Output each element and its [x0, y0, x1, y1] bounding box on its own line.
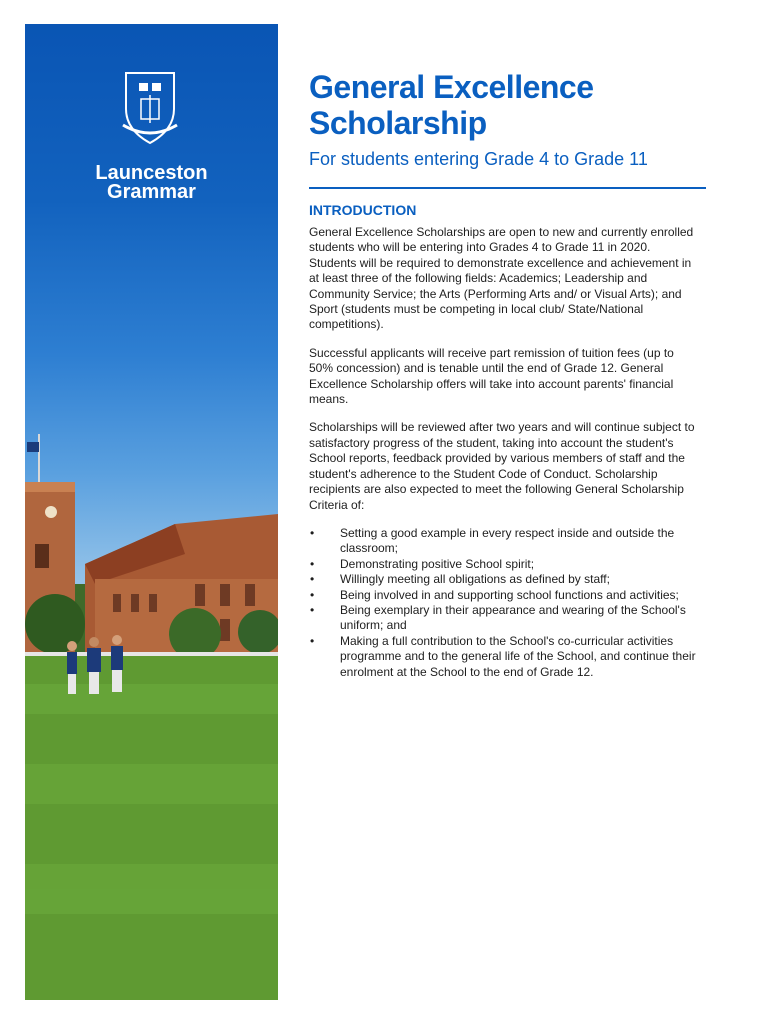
list-item: • Willingly meeting all obligations as defined by staff;	[310, 572, 610, 587]
tuition-paragraph: Successful applicants will receive part remission of tuition fees (up to 50% concession) and is tenable until the end of Grade 12. General Excellence Scholarship offers will take into account parents' financial means.	[309, 345, 674, 407]
title-line1: General Excellence	[309, 69, 594, 105]
list-item: • Being involved in and supporting school functions and activities;	[310, 587, 679, 602]
bullet-icon: •	[310, 587, 315, 602]
bullet-icon: •	[310, 556, 315, 571]
school-name-line2: Grammar	[107, 181, 196, 203]
school-name-line1: Launceston	[95, 162, 208, 184]
bullet-icon: •	[310, 633, 315, 648]
page-subtitle: For students entering Grade 4 to Grade 11	[309, 149, 648, 169]
list-item: • Making a full contribution to the School's co-curricular activities programme and to the general life of the School, and continue their enrolment at the School to the end of Grade 12.	[310, 633, 696, 679]
bullet-icon: •	[310, 525, 315, 540]
intro-paragraph: General Excellence Scholarships are open to new and currently enrolled students who will be entering into Grades 4 to Grade 11 in 2020. Students will be required to demonstrate excellence and achievement in at least three of the following fields: Academics; Leadership and Community Service; the Arts (Performing Arts and/ or Visual Arts); and Sport (students must be competing in local club/ State/National competitions).	[309, 225, 694, 332]
list-item: • Being exemplary in their appearance and wearing of the School's uniform; and	[310, 602, 686, 633]
title-line2: Scholarship	[309, 105, 487, 141]
section-heading: INTRODUCTION	[309, 202, 417, 218]
title-divider	[309, 187, 706, 189]
review-paragraph: Scholarships will be reviewed after two years and will continue subject to satisfactory progress of the student, taking into account the student's School reports, feedback provided by various members of staff and the student's adherence to the Student Code of Conduct. Scholarship recipients are also expected to meet the following General Scholarship Criteria of:	[309, 420, 695, 512]
bullet-icon: •	[310, 602, 315, 617]
list-item: • Setting a good example in every respect inside and outside the classroom;	[310, 525, 675, 556]
introduction-section	[309, 202, 701, 680]
criteria-list	[309, 526, 701, 680]
page-title	[309, 69, 729, 141]
bullet-icon: •	[310, 572, 315, 587]
school-crest-logo	[121, 69, 179, 147]
list-item: • Demonstrating positive School spirit;	[310, 556, 535, 571]
cover-photo-panel	[25, 24, 278, 1000]
